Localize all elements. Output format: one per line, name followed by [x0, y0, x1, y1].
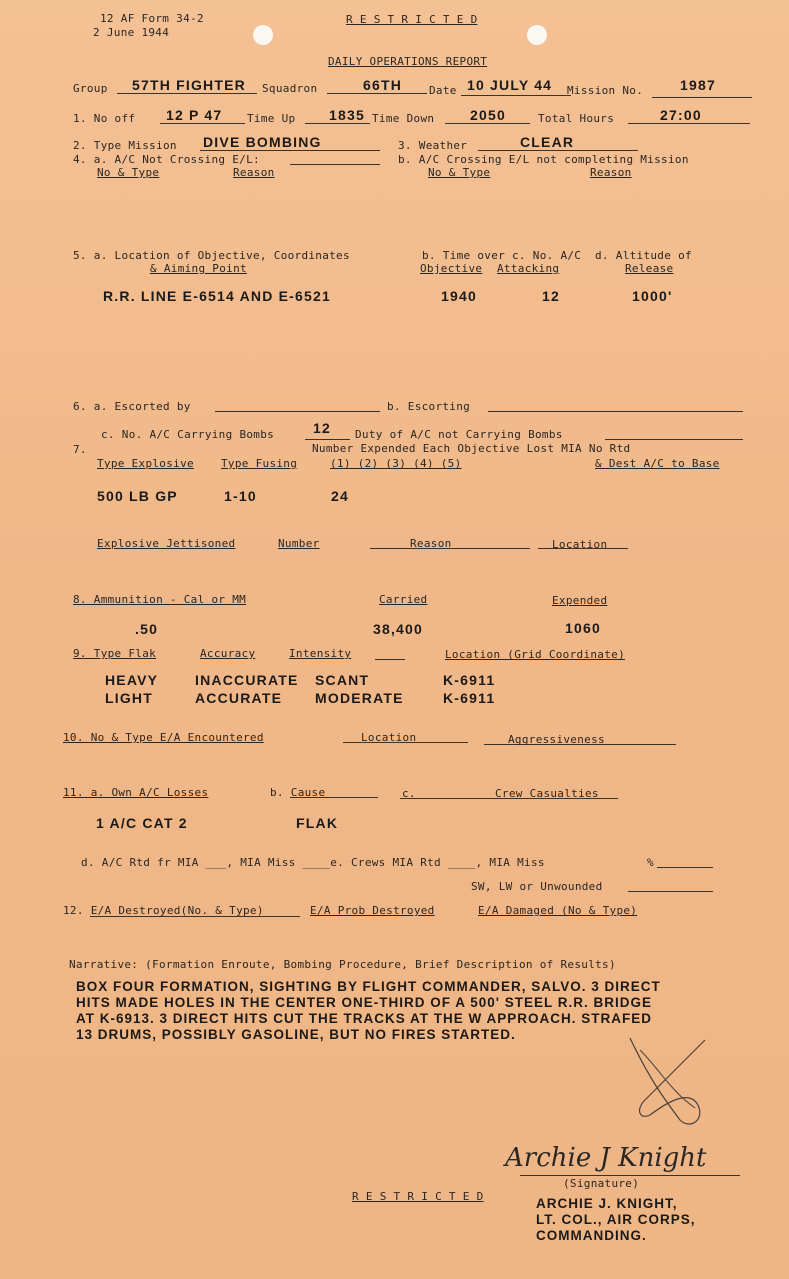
narrative-label: Narrative: (Formation Enroute, Bombing Procedure, Brief Description of Results): [69, 958, 616, 971]
ea-prob-label: E/A Prob Destroyed: [310, 904, 435, 917]
item4b-no-type: No & Type: [428, 166, 491, 179]
classification-top: R E S T R I C T E D: [346, 13, 478, 26]
narrative-line-1: BOX FOUR FORMATION, SIGHTING BY FLIGHT COMMANDER, SALVO. 3 DIRECT: [76, 979, 661, 994]
item4a-no-type: No & Type: [97, 166, 160, 179]
flak-type-row1: HEAVY: [105, 672, 159, 688]
item5d-label: d. Altitude of: [595, 249, 692, 262]
crew-casualties-label: Crew Casualties: [495, 787, 599, 800]
signer-role: COMMANDING.: [536, 1228, 647, 1243]
signer-rank: LT. COL., AIR CORPS,: [536, 1212, 696, 1227]
ea-location-label: Location: [361, 731, 417, 744]
ea-encountered-label: 10. No & Type E/A Encountered: [63, 731, 264, 744]
time-up-label: Time Up: [247, 112, 296, 125]
type-mission-value: DIVE BOMBING: [203, 134, 322, 150]
item4b-label: b. A/C Crossing E/L not completing Mission: [398, 153, 689, 166]
cause-label: b. Cause: [270, 786, 326, 799]
punch-hole: [527, 25, 547, 45]
group-value: 57TH FIGHTER: [132, 77, 246, 93]
explosive-value: 500 LB GP: [97, 488, 178, 504]
item11c-label: c.: [402, 787, 416, 800]
mission-value: 1987: [680, 77, 716, 93]
narrative-line-3: AT K-6913. 3 DIRECT HITS CUT THE TRACKS AT THE W APPROACH. STRAFED: [76, 1011, 653, 1026]
carrying-bombs-value: 12: [313, 420, 331, 436]
flak-location-row2: K-6911: [443, 690, 496, 706]
flak-type-label: 9. Type Flak: [73, 647, 157, 660]
report-title: DAILY OPERATIONS REPORT: [328, 55, 488, 68]
item7-num: 7.: [73, 443, 87, 456]
fusing-value: 1-10: [224, 488, 257, 504]
classification-bottom: R E S T R I C T E D: [352, 1190, 484, 1203]
handwritten-signature: Archie J Knight: [505, 1143, 707, 1173]
carried-value: 38,400: [373, 621, 424, 637]
item5b-sub: Objective: [420, 262, 483, 275]
signer-name: ARCHIE J. KNIGHT,: [536, 1196, 678, 1211]
squadron-label: Squadron: [262, 82, 318, 95]
squadron-value: 66TH: [363, 77, 403, 93]
item5c-label: c. No. A/C: [512, 249, 582, 262]
flak-accuracy-label: Accuracy: [200, 647, 256, 660]
jettison-location-label: Location: [552, 538, 608, 551]
losses-value: 1 A/C CAT 2: [96, 815, 188, 831]
ea-damaged-label: E/A Damaged (No & Type): [478, 904, 638, 917]
total-hours-value: 27:00: [660, 107, 702, 123]
item5c-sub: Attacking: [497, 262, 560, 275]
ea-aggressiveness-label: Aggressiveness: [508, 733, 605, 746]
expended-value: 1060: [565, 620, 601, 636]
expended-bombs-value: 24: [331, 488, 349, 504]
type-mission-label: 2. Type Mission: [73, 139, 177, 152]
flak-accuracy-row1: INACCURATE: [195, 672, 299, 688]
item1-label: 1. No off: [73, 112, 136, 125]
mission-label: Mission No.: [567, 84, 644, 97]
narrative-line-2: HITS MADE HOLES IN THE CENTER ONE-THIRD OF A 500' STEEL R.R. BRIDGE: [76, 995, 653, 1010]
altitude-value: 1000': [632, 288, 673, 304]
pencil-scribble: [610, 1020, 720, 1130]
item7-header-top: Number Expended Each Objective Lost MIA No Rtd: [312, 442, 631, 455]
carrying-bombs-label: c. No. A/C Carrying Bombs: [101, 428, 275, 441]
flak-intensity-row1: SCANT: [315, 672, 370, 688]
expended-label: Expended: [552, 594, 608, 607]
item4a-label: 4. a. A/C Not Crossing E/L:: [73, 153, 260, 166]
cause-value: FLAK: [296, 815, 339, 831]
date-label: Date: [429, 84, 457, 97]
escorted-label: 6. a. Escorted by: [73, 400, 191, 413]
signature-label: (Signature): [563, 1177, 640, 1190]
own-losses-label: 11. a. Own A/C Losses: [63, 786, 209, 799]
item5a-label: 5. a. Location of Objective, Coordinates: [73, 249, 350, 262]
aircraft-value: 12 P 47: [166, 107, 223, 123]
flak-type-row2: LIGHT: [105, 690, 153, 706]
type-fusing-label: Type Fusing: [221, 457, 298, 470]
time-up-value: 1835: [329, 107, 365, 123]
jettisoned-label: Explosive Jettisoned: [97, 537, 236, 550]
time-down-value: 2050: [470, 107, 506, 123]
attacking-value: 12: [542, 288, 560, 304]
punch-hole: [253, 25, 273, 45]
item4a-reason: Reason: [233, 166, 275, 179]
flak-accuracy-row2: ACCURATE: [195, 690, 283, 706]
objective-columns: (1) (2) (3) (4) (5): [330, 457, 462, 470]
form-date: 2 June 1944: [93, 26, 170, 39]
item11d-mark: %: [647, 856, 654, 869]
duty-label: Duty of A/C not Carrying Bombs: [355, 428, 563, 441]
date-value: 10 JULY 44: [467, 77, 553, 93]
item5b-label: b. Time over: [422, 249, 506, 262]
group-label: Group: [73, 82, 108, 95]
flak-intensity-label: Intensity: [289, 647, 352, 660]
narrative-line-4: 13 DRUMS, POSSIBLY GASOLINE, BUT NO FIRES STARTED.: [76, 1027, 516, 1042]
time-down-label: Time Down: [372, 112, 435, 125]
total-hours-label: Total Hours: [538, 112, 615, 125]
item4b-reason: Reason: [590, 166, 632, 179]
ea-destroyed-label: 12. E/A Destroyed(No. & Type): [63, 904, 264, 917]
flak-location-row1: K-6911: [443, 672, 496, 688]
calibre-value: .50: [135, 621, 159, 637]
time-over-value: 1940: [441, 288, 477, 304]
type-explosive-label: Type Explosive: [97, 457, 194, 470]
flak-intensity-row2: MODERATE: [315, 690, 404, 706]
weather-label: 3. Weather: [398, 139, 468, 152]
sw-line: SW, LW or Unwounded: [471, 880, 603, 893]
item5a-sub: & Aiming Point: [150, 262, 247, 275]
flak-location-label: Location (Grid Coordinate): [445, 648, 625, 661]
weather-value: CLEAR: [520, 134, 575, 150]
jettison-number-label: Number: [278, 537, 320, 550]
escorting-label: b. Escorting: [387, 400, 471, 413]
form-id: 12 AF Form 34-2: [100, 12, 204, 25]
jettison-reason-label: Reason: [410, 537, 452, 550]
dest-label: & Dest A/C to Base: [595, 457, 720, 470]
objective-location: R.R. LINE E-6514 AND E-6521: [103, 288, 331, 304]
item5d-sub: Release: [625, 262, 674, 275]
ammunition-label: 8. Ammunition - Cal or MM: [73, 593, 247, 606]
carried-label: Carried: [379, 593, 428, 606]
item11d-line: d. A/C Rtd fr MIA ___, MIA Miss ____e. Crews MIA Rtd ____, MIA Miss: [81, 856, 545, 869]
